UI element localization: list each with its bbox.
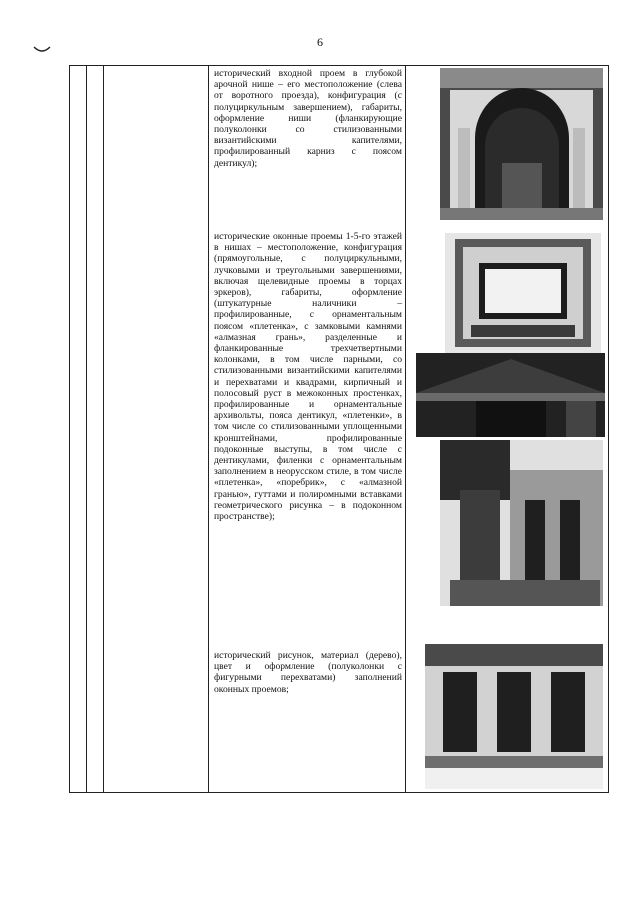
table-column-divider <box>208 65 209 793</box>
table-border-bottom <box>69 792 609 793</box>
facade-columns-photo <box>440 440 603 606</box>
window-frame-photo <box>445 233 601 353</box>
entrance-arch-photo <box>440 68 603 220</box>
table-border-top <box>69 65 609 66</box>
table-column-divider <box>103 65 104 793</box>
corner-mark-icon <box>33 44 51 54</box>
window-fill-description: исторический рисунок, материал (дерево), цвет и оформление (полуколонки с фигурными перехватами) заполнений оконных проемов; <box>214 650 402 695</box>
table-column-divider <box>86 65 87 793</box>
table-border-right <box>608 65 609 793</box>
windows-description: исторические оконные проемы 1-5-го этажей в нишах – местоположение, конфигурация (прямоугольные, с полуциркульными, лучковыми и треугольными завершениями, включая щелевидные проемы в торцах эркеров), габариты, оформление (штукатурные наличники – профилированные, с орнаментальным поясом «плетенка», с замковыми камнями «алмазная грань», разделенные и фланкированные трехчетвертными колонками, в том числе парными, со стилизованными византийскими капителями и перехватами и квадрами, кирпичный и полосовый руст в межоконных простенках, профилированные и орнаментальные архивольты, пояса дентикул, «плетенки», в том числе со стилизованными уплощенными кронштейнами, профилированные подоконные выступы, в том числе с дентикулами, филенки с орнаментальным заполнением в неорусском стиле, в том числе «плетенка», «поребрик», с «алмазной гранью», гуттами и полиромными вставками геометрического рисунка – в подоконном пространстве); <box>214 231 402 523</box>
page-number: 6 <box>317 35 323 49</box>
cornice-photo <box>416 353 605 437</box>
table-column-divider <box>405 65 406 793</box>
table-border-left <box>69 65 70 793</box>
entrance-description: исторический входной проем в глубокой арочной нише – его местоположение (слева от воротного проезда), конфигурация (с полуциркульным завершением), габариты, оформление ниши (фланкирующие полуколонки со стилизованными византийскими капителями, профилированный карниз с поясом дентикул); <box>214 68 402 169</box>
window-row-photo <box>425 644 603 789</box>
